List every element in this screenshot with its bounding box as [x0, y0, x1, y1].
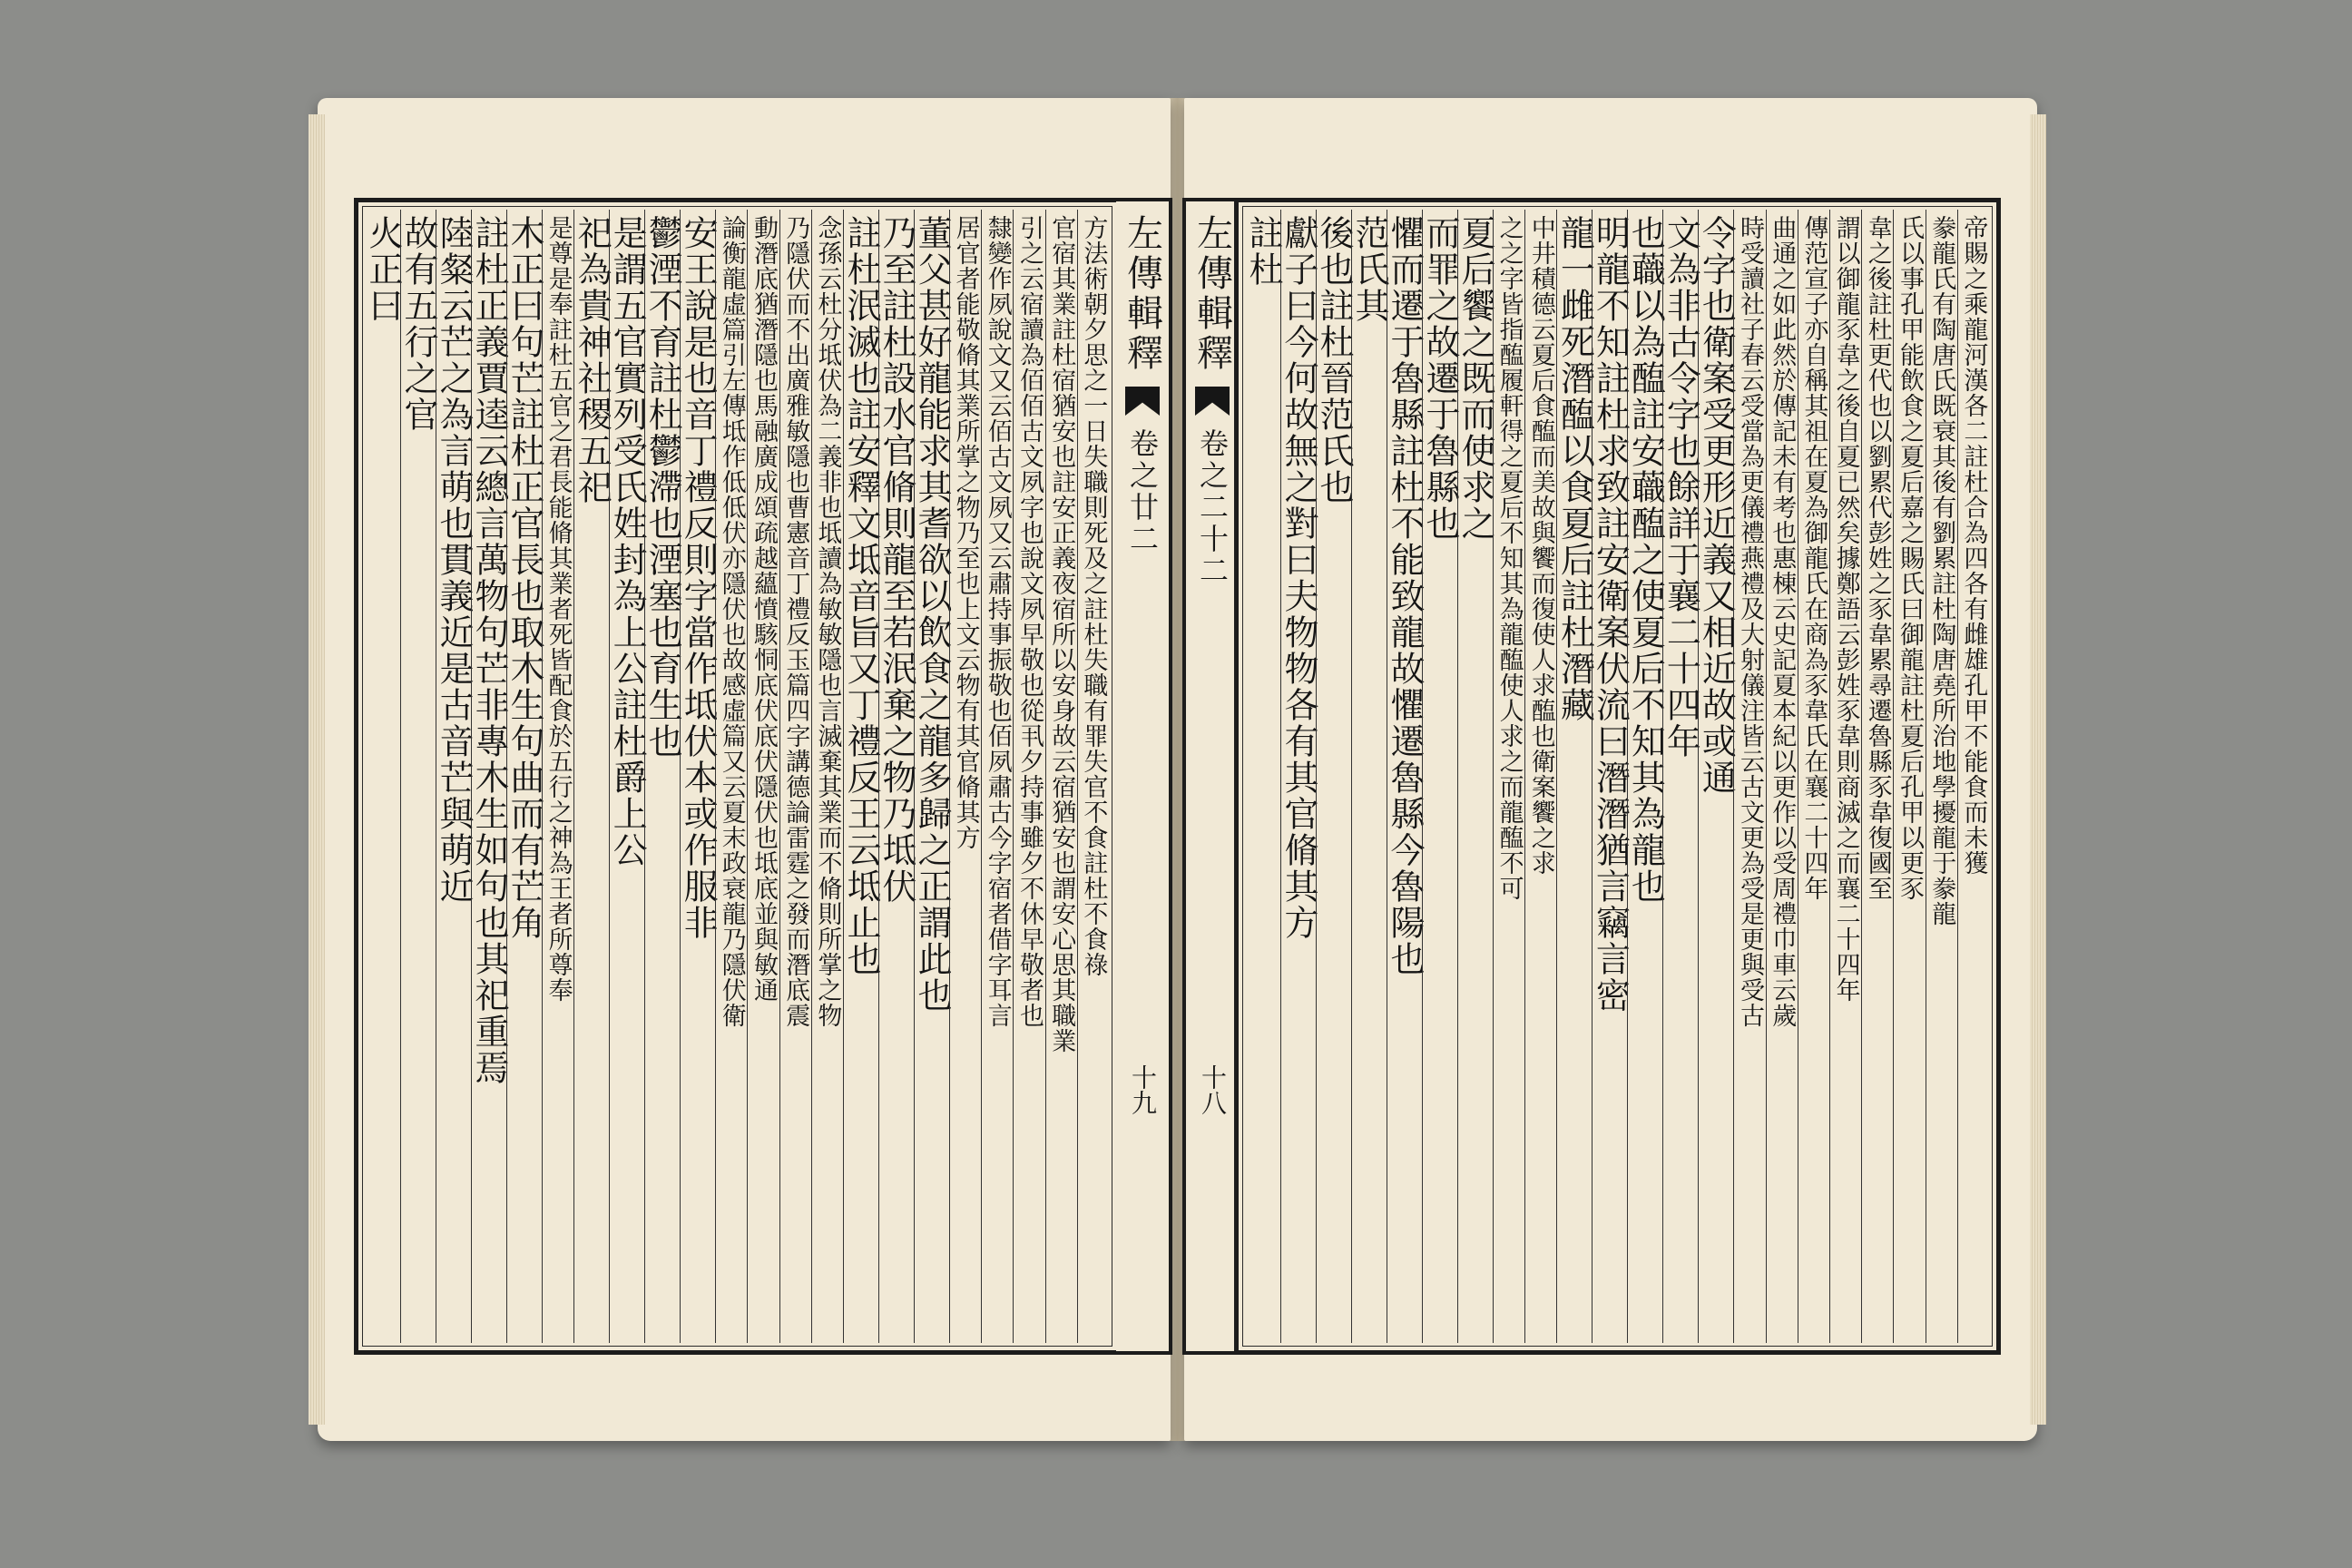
right-text-column: 令字也衛案受更形近義又相近故或通: [1698, 210, 1733, 1343]
right-text-column: 曲通之如此然於傳記未有考也惠棟云史記夏本紀以更作以受周禮巾車云歲: [1766, 210, 1798, 1343]
right-page: [1184, 98, 2037, 1441]
left-text-column: 居官者能敬脩其業所掌之物乃至也上文云物有其官脩其方: [949, 210, 981, 1343]
right-text-column: 韋之後註杜更代也以劉累代彭姓之豕韋累尋遷魯縣豕韋復國至: [1861, 210, 1893, 1343]
left-text-column: 是尊是奉註杜五官之君長能脩其業者死皆配食於五行之神為王者所尊奉: [542, 210, 573, 1343]
right-text-frame: [1234, 198, 2001, 1355]
right-text-column: 而罪之故遷于魯縣也: [1422, 210, 1457, 1343]
right-text-column: 傳范宣子亦自稱其祖在夏為御龍氏在商為豕韋氏在襄二十四年: [1798, 210, 1829, 1343]
left-text-column: 陸粲云芒之為言萌也貫義近是古音芒與萌近: [436, 210, 471, 1343]
right-text-column: 懼而遷于魯縣註杜不能致龍故懼遷魯縣今魯陽也: [1387, 210, 1422, 1343]
left-margin-volume: 卷之廿二: [1125, 428, 1160, 555]
left-text-column: 乃隱伏而不出廣雅敏隱也曹憲音丁禮反玉篇四字講德論雷霆之發而潛底震: [779, 210, 811, 1343]
left-page: [318, 98, 1171, 1441]
right-text-column: 帝賜之乘龍河漢各二註杜合為四各有雌雄孔甲不能食而未獲: [1957, 210, 1989, 1343]
right-text-column: 謂以御龍豕韋之後自夏已然矣據鄭語云彭姓豕韋則商滅之而襄二十四年: [1829, 210, 1861, 1343]
left-center-margin: [1116, 198, 1172, 1355]
right-page-edge: [2030, 114, 2046, 1425]
left-text-column: 火正曰: [362, 215, 403, 324]
left-text-column: 註杜正義賈逵云總言萬物句芒非專木生如句也其祀重焉: [471, 210, 506, 1343]
open-book: [318, 98, 2042, 1441]
left-text-column: 安王說是也音丁禮反則字當作坻伏本或作服非: [680, 210, 715, 1343]
right-text-column: 之之字皆指醢履軒得之夏后不知其為龍醢使人求之而龍醢不可: [1493, 210, 1524, 1343]
right-text-column: 也蘵以為醢註安蘵醢之使夏后不知其為龍也: [1627, 210, 1662, 1343]
right-text-column: 范氏其: [1351, 210, 1387, 1343]
left-text-column: 動潛底猶潛隱也馬融廣成頌疏越蘊憤駭恫底伏底伏隱伏也坻底並與敏通: [747, 210, 779, 1343]
left-margin-title: 左傳輯釋: [1121, 214, 1163, 374]
left-text-column: 念孫云杜分坻伏為二義非也坻讀為敏敏隱也言滅棄其業而不脩則所掌之物: [811, 210, 843, 1343]
right-text-column: 時受讀社子春云受當為更儀禮燕禮及大射儀注皆云古文更為受是更與受古: [1733, 210, 1765, 1343]
fishtail-mark-icon: [1125, 387, 1160, 416]
fishtail-mark-icon: [1195, 387, 1230, 416]
right-page-number: 十八: [1198, 1064, 1228, 1115]
right-text-column: 明龍不知註杜求致註安衛案伏流曰潛潛猶言竊言密: [1592, 210, 1627, 1343]
right-text-column: 獻子曰今何故無之對曰夫物物各有其官脩其方: [1280, 210, 1316, 1343]
left-text-column: 是謂五官實列受氏姓封為上公註杜爵上公: [609, 210, 644, 1343]
left-page-number: 十九: [1128, 1064, 1158, 1115]
left-text-column: 隸變作夙說文又云佰古文夙又云肅持事振敬也佰夙肅古今字宿者借字耳言: [981, 210, 1013, 1343]
right-text-column: 文為非古令字也餘詳于襄二十四年: [1662, 210, 1698, 1343]
left-text-column: 引之云宿讀為佰佰古文夙字也說文夙早敬也從丮夕持事雖夕不休早敬者也: [1013, 210, 1044, 1343]
right-text-column: 中井積德云夏后食醢而美故與饗而復使人求醢也衛案饗之求: [1524, 210, 1556, 1343]
left-text-column: 官宿其業註杜宿猶安也註安正義夜宿所以安身故云宿猶安也謂安心思其職業: [1045, 210, 1077, 1343]
right-text-columns: [1242, 210, 1989, 1343]
left-page-edge: [309, 114, 325, 1425]
left-text-column: 論衡龍虛篇引左傳坻作低低伏亦隱伏也故感虛篇又云夏末政衰龍乃隱伏衛: [715, 210, 747, 1343]
left-text-column: 祀為貴神社稷五祀: [573, 210, 609, 1343]
left-text-column: 鬱湮不育註杜鬱滯也湮塞也育生也: [644, 210, 680, 1343]
right-margin-volume: 卷之二十二: [1195, 428, 1230, 587]
left-text-column: 註杜泯滅也註安釋文坻音旨又丁禮反王云坻止也: [843, 210, 878, 1343]
right-text-column: 氏以事孔甲能飲食之夏后嘉之賜氏曰御龍註杜夏后孔甲以更豕: [1893, 210, 1925, 1343]
left-text-column: 董父甚好龍能求其耆欲以飲食之龍多歸之正謂此也: [914, 210, 949, 1343]
right-text-column: 龍一雌死潛醢以食夏后註杜潛藏: [1556, 210, 1592, 1343]
left-text-column: 故有五行之官: [400, 210, 436, 1343]
left-text-frame: [354, 198, 1121, 1355]
right-text-column: 夏后饗之既而使求之: [1457, 210, 1493, 1343]
right-text-column: 豢龍氏有陶唐氏既衰其後有劉累註杜陶唐堯所治地學擾龍于豢龍: [1926, 210, 1957, 1343]
right-center-margin: [1182, 198, 1239, 1355]
left-text-column: 木正曰句芒註杜正官長也取木生句曲而有芒角: [506, 210, 542, 1343]
right-text-column: 後也註杜晉范氏也: [1316, 210, 1351, 1343]
left-text-columns: [362, 210, 1109, 1343]
right-text-column: 註杜: [1242, 215, 1283, 288]
right-margin-title: 左傳輯釋: [1191, 214, 1233, 374]
left-text-column: 方法術朝夕思之一日失職則死及之註杜失職有罪失官不食註杜不食祿: [1077, 210, 1109, 1343]
left-text-column: 乃至註杜設水官脩則龍至若泯棄之物乃坻伏: [878, 210, 914, 1343]
